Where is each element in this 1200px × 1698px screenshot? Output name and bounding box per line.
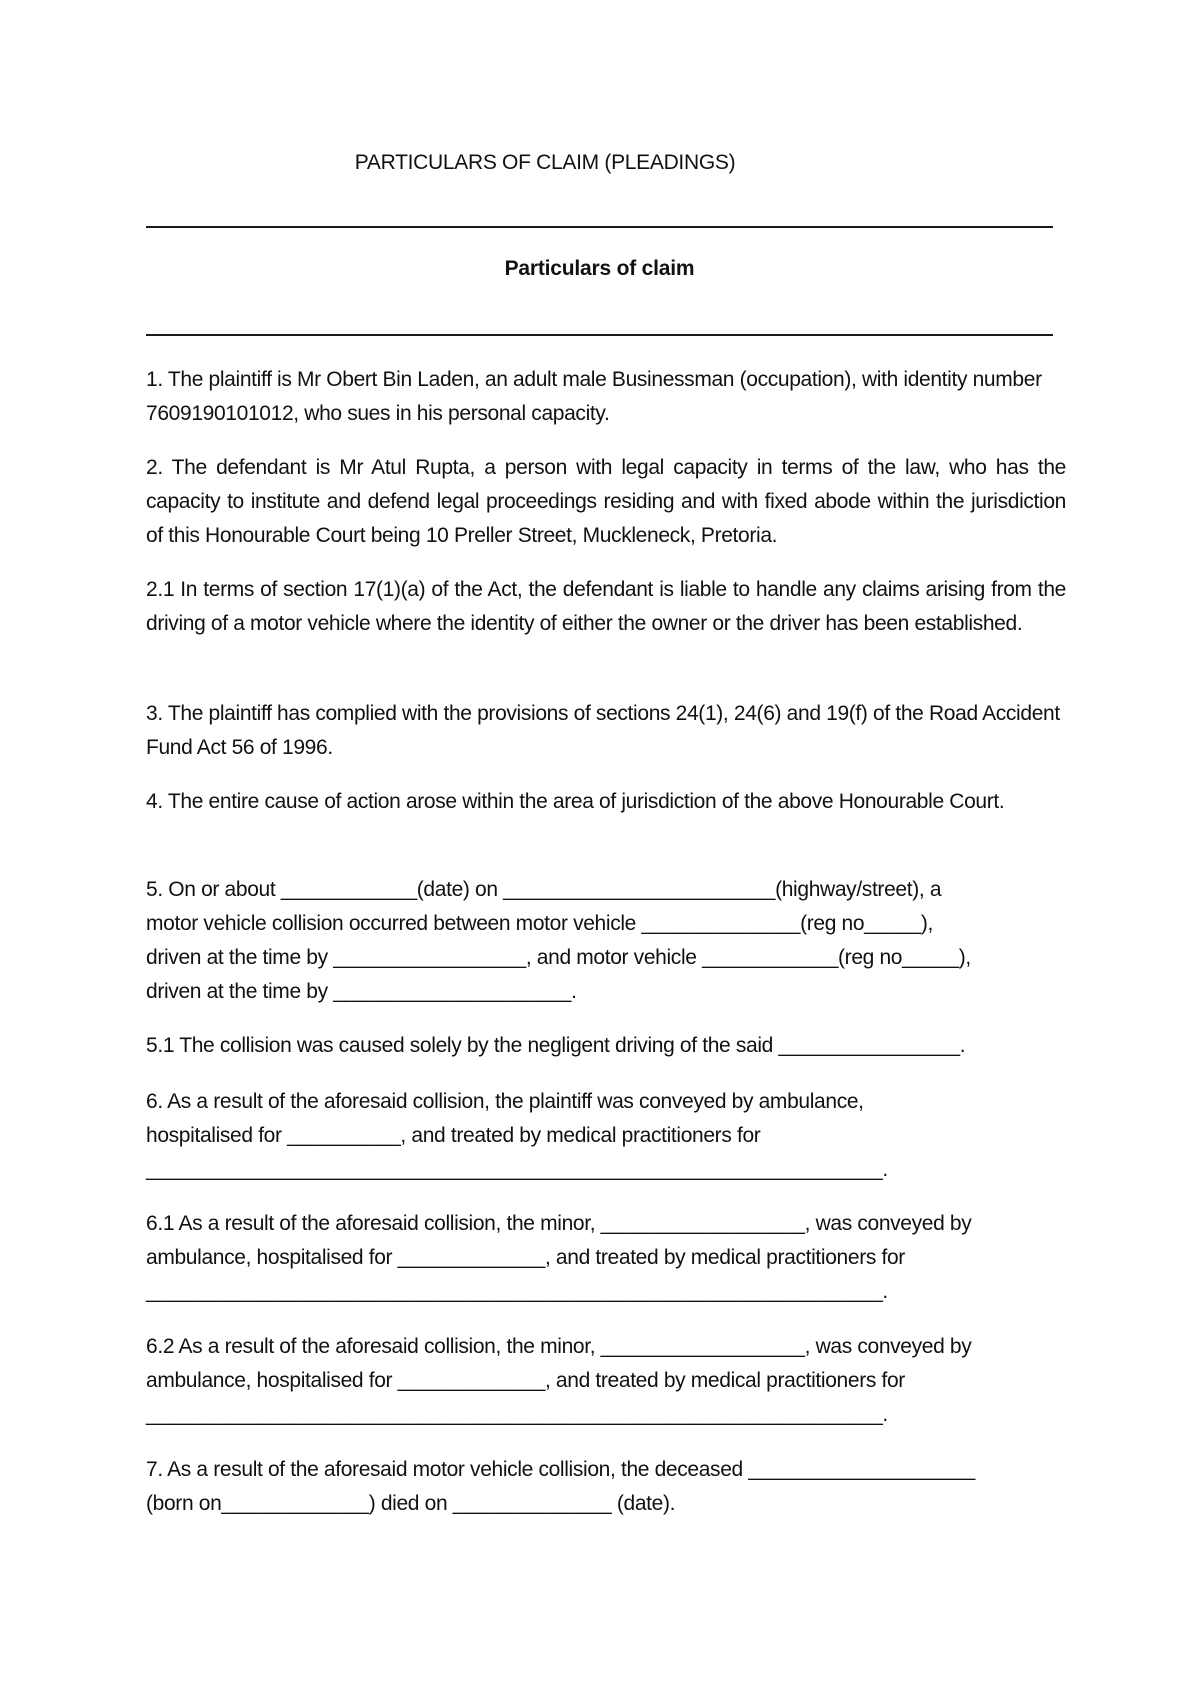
paragraph-5-1: 5.1 The collision was caused solely by the negligent driving of the said ________________. (146, 1034, 966, 1057)
paragraph-6-2-line: _________________________________________________________________. (146, 1403, 888, 1426)
paragraph-5-line: driven at the time by _________________, and motor vehicle ____________(reg no_____), (146, 946, 971, 969)
paragraph-1: 1. The plaintiff is Mr Obert Bin Laden, an adult male Businessman (occupation), with identity number 7609190101012, who sues in his personal capacity. (146, 368, 1042, 425)
paragraph-6-1-line: _________________________________________________________________. (146, 1280, 888, 1303)
document-title (0, 151, 1200, 175)
paragraph-6-1-line: ambulance, hospitalised for _____________, and treated by medical practitioners for (146, 1246, 905, 1269)
paragraph-6 (146, 1085, 1066, 1187)
paragraph-6-2 (146, 1330, 1066, 1432)
paragraph-2-1: 2.1 In terms of section 17(1)(a) of the Act, the defendant is liable to handle any claims arising from the driving of a motor vehicle where the identity of either the owner or the driver has been established. (146, 578, 1066, 635)
paragraph-5-line: motor vehicle collision occurred between motor vehicle ______________(reg no_____), (146, 912, 933, 935)
paragraph-5 (146, 873, 1066, 1009)
paragraph-6-1 (146, 1207, 1066, 1309)
paragraph-4: 4. The entire cause of action arose within the area of jurisdiction of the above Honourable Court. (146, 790, 1005, 813)
paragraph-6-2-line: ambulance, hospitalised for _____________, and treated by medical practitioners for (146, 1369, 905, 1392)
paragraph-6-line: 6. As a result of the aforesaid collision, the plaintiff was conveyed by ambulance, (146, 1090, 864, 1113)
section-subtitle: Particulars of claim (504, 257, 695, 280)
paragraph-3: 3. The plaintiff has complied with the provisions of sections 24(1), 24(6) and 19(f) of the Road Accident Fund Act 56 of 1996. (146, 702, 1060, 759)
paragraph-2: 2. The defendant is Mr Atul Rupta, a person with legal capacity in terms of the law, who has the capacity to institute and defend legal proceedings residing and with fixed abode within the jurisdiction of this Honourable Court being 10 Preller Street, Muckleneck, Pretoria. (146, 456, 1066, 547)
paragraph-6-line: _________________________________________________________________. (146, 1158, 888, 1181)
paragraph-6-1-line: 6.1 As a result of the aforesaid collision, the minor, __________________, was conveyed by (146, 1212, 972, 1235)
paragraph-6-line: hospitalised for __________, and treated by medical practitioners for (146, 1124, 761, 1147)
title-divider-bottom (146, 334, 1053, 336)
paragraph-7-line: 7. As a result of the aforesaid motor vehicle collision, the deceased ____________________ (146, 1458, 975, 1481)
paragraph-5-line: 5. On or about ____________(date) on ________________________(highway/street), a (146, 878, 942, 901)
paragraph-7-line: (born on_____________) died on ______________ (date). (146, 1492, 676, 1515)
title-divider-top (146, 226, 1053, 228)
paragraph-7 (146, 1453, 1066, 1521)
document-title-text: PARTICULARS OF CLAIM (PLEADINGS) (354, 151, 736, 174)
paragraph-6-2-line: 6.2 As a result of the aforesaid collision, the minor, __________________, was conveyed by (146, 1335, 972, 1358)
paragraph-5-line: driven at the time by _____________________. (146, 980, 577, 1003)
